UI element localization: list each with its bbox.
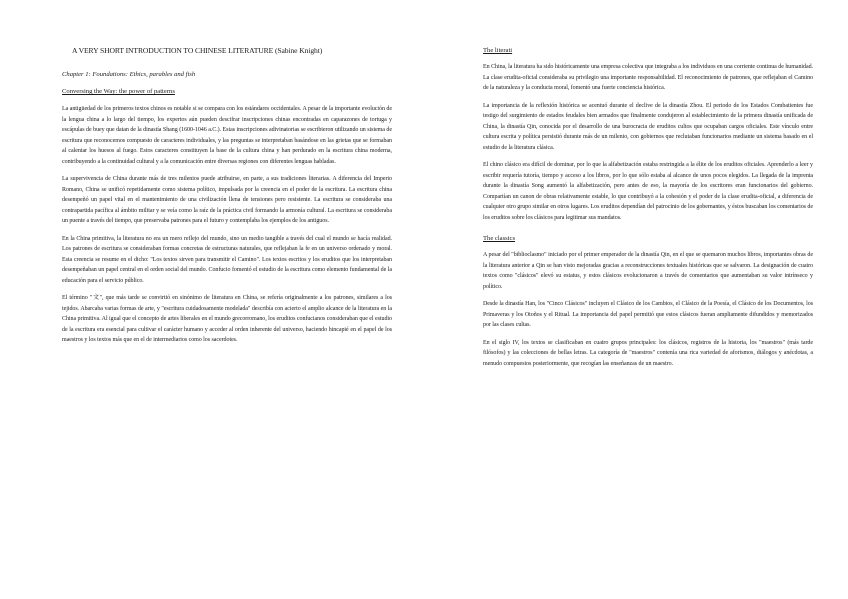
- paragraph: La importancia de la reflexión histórica se acentuó durante el declive de la dinastía Zhou. El periodo de los Estados Combatientes fue testigo del surgimiento de estados feudales bien armados que finalmente condujeron al establecimiento de la primera dinastía unificada de China, la dinastía Qin, conocida por el desarrollo de una burocracia de eruditos cultos que ocupaban cargos oficiales. Este vínculo entre cultura escrita y política persistió durante más de un milenio, con gobiernos que reclutaban funcionarios mediante un sistema basado en el estudio de la literatura clásica.: [483, 102, 813, 151]
- chapter-title: Chapter 1: Foundations: Ethics, parables and fish: [62, 71, 196, 78]
- section-heading-literati: The literati: [483, 47, 513, 54]
- paragraph: La antigüedad de los primeros textos chinos es notable si se compara con los estándares occidentales. A pesar de la importante evolución de la lengua china a lo largo del tiempo, los expertos aún pueden descifrar inscripciones chinas encontradas en caparazones de tortuga y escápulas de buey que datan de la dinastía Shang (1600-1046 a.C.). Estas inscripciones adivinatorias se escribieron utilizando un sistema de escritura que reconocemos compuesto de caracteres individuales, y las preguntas se interpretaban basándose en las grietas que se formaban al calentar los huesos al fuego. Estos caracteres constituyen la base de la cultura china y han perdurado en la escritura china moderna, contribuyendo a la continuidad cultural y a la comunicación entre diversas regiones con diferentes lenguas habladas.: [62, 106, 392, 165]
- paragraph: El término "文", que más tarde se convirtió en sinónimo de literatura en China, se refería originalmente a los patrones, similares a los tejidos. Abarcaba varias formas de arte, y "escritura cuidadosamente modelada" describía con acierto el amplio alcance de la literatura en la China primitiva. Al igual que el concepto de artes liberales en el mundo grecorromano, los eruditos confucianos consideraban que el estudio de la escritura era esencial para cultivar el carácter humano y acceder al orden inherente del universo, haciendo hincapié en el papel de los maestros y los textos más que en el de intermediarios como los sacerdotes.: [62, 295, 392, 343]
- paragraph: A pesar del "biblioclasmo" iniciado por el primer emperador de la dinastía Qin, en el que se quemaron muchos libros, importantes obras de la literatura anterior a Qin se han visto mejoradas gracias a reconstrucciones textuales históricas que se salvaron. La designación de cuatro textos como "clásicos" elevó su estatus, y estos clásicos evolucionaron a través de comentarios que aumentaban su valor intrínseco y político.: [483, 252, 813, 290]
- right-column: [483, 46, 813, 376]
- paragraph: La supervivencia de China durante más de tres milenios puede atribuirse, en parte, a sus tradiciones literarias. A diferencia del Imperio Romano, China se unificó repetidamente como sistema político, impulsada por la creencia en el poder de la escritura. La escritura china desempeñó un papel vital en el mantenimiento de una civilización llena de tensiones pero resistente. La escritura se consideraba una contrapartida pacífica al ámbito militar y se veía como la raíz de la práctica civil formando la armonía cultural. La escritura se consideraba un puente a través del tiempo, que preservaba patrones para el futuro y contemplaba los ejemplos de los antiguos.: [62, 176, 392, 224]
- section-heading-classics: The classics: [483, 235, 516, 242]
- paragraph: En China, la literatura ha sido históricamente una empresa colectiva que integraba a los individuos en una corriente continua de humanidad. La clase erudita-oficial consideraba su privilegio una importante responsabilidad. El reconocimiento de patrones, que reflejaban el Camino de la naturaleza y la conducta moral, fomentó una fuerte conciencia histórica.: [483, 64, 813, 91]
- section-heading-patterns: Conversing the Way: the power of patterns: [62, 88, 175, 95]
- paragraph: Desde la dinastía Han, los "Cinco Clásicos" incluyen el Clásico de los Cambios, el Clásico de la Poesía, el Clásico de los Documentos, los Primaveras y los Otoños y el Ritual. La importancia del papel permitió que estos clásicos fueran ampliamente difundidos y memorizados por las clases cultas.: [483, 301, 813, 328]
- paragraph: El chino clásico era difícil de dominar, por lo que la alfabetización estaba restringida a la élite de los eruditos oficiales. Aprenderlo a leer y escribir requería tutoría, tiempo y acceso a los libros, por lo que sólo estaba al alcance de unos pocos elegidos. La llegada de la imprenta durante la dinastía Song aumentó la alfabetización, pero antes de eso, la mayoría de los escritores eran funcionarios del gobierno. Compartían un canon de obras relativamente estable, lo que contribuyó a la cohesión y el poder de la clase erudita-oficial, a diferencia de cualquier otro grupo similar en otros lugares. Los eruditos dependían del patrocinio de los gobernantes, y éstos buscaban los comentarios de los eruditos sobre los clásicos para legitimar sus mandatos.: [483, 162, 813, 221]
- paragraph: En la China primitiva, la literatura no era un mero reflejo del mundo, sino un medio tangible a través del cual el mundo se hacía realidad. Los patrones de escritura se consideraban formas concretas de estructuras naturales, que reflejaban la fe en un universo ordenado y moral. Esta creencia se resume en el dicho: "Los textos sirven para transmitir el Camino". Los textos escritos y los eruditos que los interpretaban desempeñaban un papel central en el orden social del mundo. Confucio fomentó el estudio de la escritura como elemento fundamental de la educación para el servicio público.: [62, 235, 392, 284]
- left-column: [62, 46, 392, 353]
- paragraph: En el siglo IV, los textos se clasificaban en cuatro grupos principales: los clásicos, registros de la historia, los "maestros" (más tarde filósofos) y las colecciones de bellas letras. La categoría de "maestros" contenía una rica variedad de aforismos, diálogos y anécdotas, a menudo compuestos posteriormente, que recogían las enseñanzas de un maestro.: [483, 339, 813, 367]
- document-title: A VERY SHORT INTRODUCTION TO CHINESE LITERATURE (Sabine Knight): [72, 46, 323, 55]
